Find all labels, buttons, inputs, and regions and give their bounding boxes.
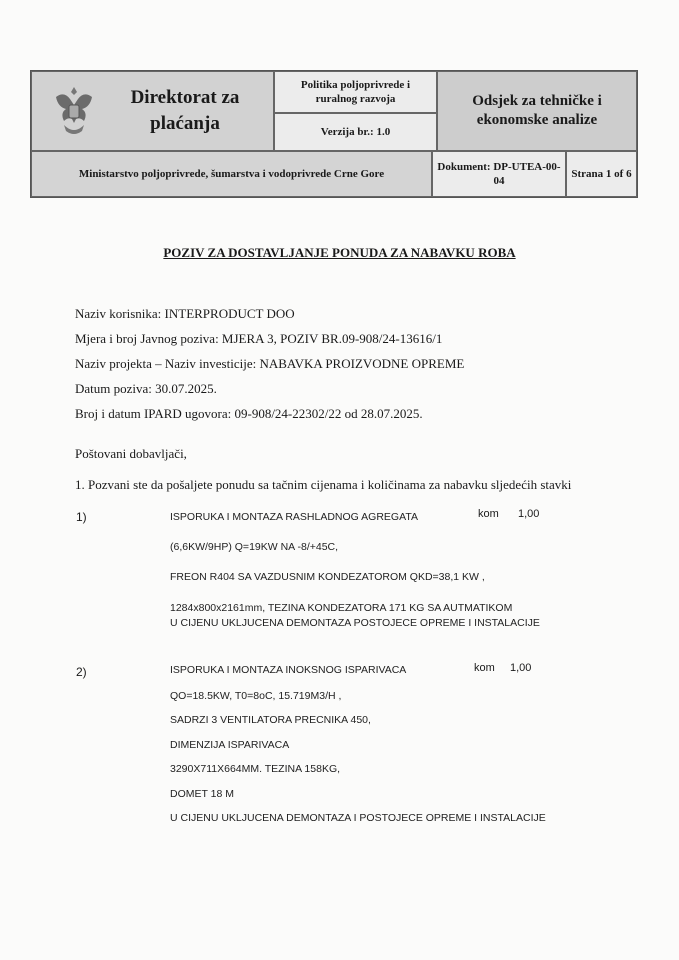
item-description-line: (6,6KW/9HP) Q=19KW NA -8/+45C,: [170, 541, 339, 553]
ministry-cell: Ministarstvo poljoprivrede, šumarstva i vodoprivrede Crne Gore: [31, 151, 432, 197]
item-description-line: 3290X711X664MM. TEZINA 158KG,: [170, 763, 341, 775]
field-date: Datum poziva: 30.07.2025.: [75, 381, 217, 396]
intro-paragraph: 1. Pozvani ste da pošaljete ponudu sa tačnim cijenama i količinama za nabavku sljedećih stavki: [75, 477, 572, 492]
item-quantity: 1,00: [510, 662, 532, 674]
greeting: Poštovani dobavljači,: [75, 446, 187, 461]
version-cell: Verzija br.: 1.0: [274, 113, 437, 151]
field-contract: Broj i datum IPARD ugovora: 09-908/24-22302/22 od 28.07.2025.: [75, 406, 423, 421]
directorate-title: Direktorat za plaćanja: [130, 87, 240, 134]
item-description-line: DIMENZIJA ISPARIVACA: [170, 739, 290, 751]
item-unit: kom: [474, 662, 495, 674]
item-description-line: QO=18.5KW, T0=8oC, 15.719M3/H ,: [170, 690, 342, 702]
department-cell: Odsjek za tehničke i ekonomske analize: [437, 71, 637, 151]
field-project: Naziv projekta – Naziv investicije: NABAVKA PROIZVODNE OPREME: [75, 356, 465, 371]
page-number-cell: Strana 1 of 6: [566, 151, 637, 197]
header-logo-cell: [31, 71, 274, 151]
policy-cell: Politika poljoprivrede i ruralnog razvoja: [274, 71, 437, 113]
item-quantity: 1,00: [518, 508, 540, 520]
item-description-line: ISPORUKA I MONTAZA RASHLADNOG AGREGATA: [170, 511, 418, 523]
item-description-line: FREON R404 SA VAZDUSNIM KONDEZATOROM QKD=38,1 KW ,: [170, 571, 485, 583]
item-description-line: SADRZI 3 VENTILATORA PRECNIKA 450,: [170, 714, 371, 726]
document-title: POZIV ZA DOSTAVLJANJE PONUDA ZA NABAVKU ROBA: [163, 245, 516, 260]
item-number: 2): [76, 665, 87, 679]
item-description-line: U CIJENU UKLJUCENA DEMONTAZA POSTOJECE OPREME I INSTALACIJE: [170, 617, 540, 629]
item-description-line: ISPORUKA I MONTAZA INOKSNOG ISPARIVACA: [170, 664, 407, 676]
coat-of-arms-icon: [50, 83, 98, 139]
field-user: Naziv korisnika: INTERPRODUCT DOO: [75, 306, 295, 321]
item-description-line: U CIJENU UKLJUCENA DEMONTAZA I POSTOJECE OPREME I INSTALACIJE: [170, 812, 546, 824]
item-description-line: DOMET 18 M: [170, 788, 234, 800]
field-measure: Mjera i broj Javnog poziva: MJERA 3, POZIV BR.09-908/24-13616/1: [75, 331, 443, 346]
item-number: 1): [76, 510, 87, 524]
item-unit: kom: [478, 508, 499, 520]
document-code-cell: Dokument: DP-UTEA-00-04: [432, 151, 566, 197]
item-description-line: 1284x800x2161mm, TEZINA KONDEZATORA 171 KG SA AUTMATIKOM: [170, 602, 513, 614]
header-table: [30, 70, 638, 198]
